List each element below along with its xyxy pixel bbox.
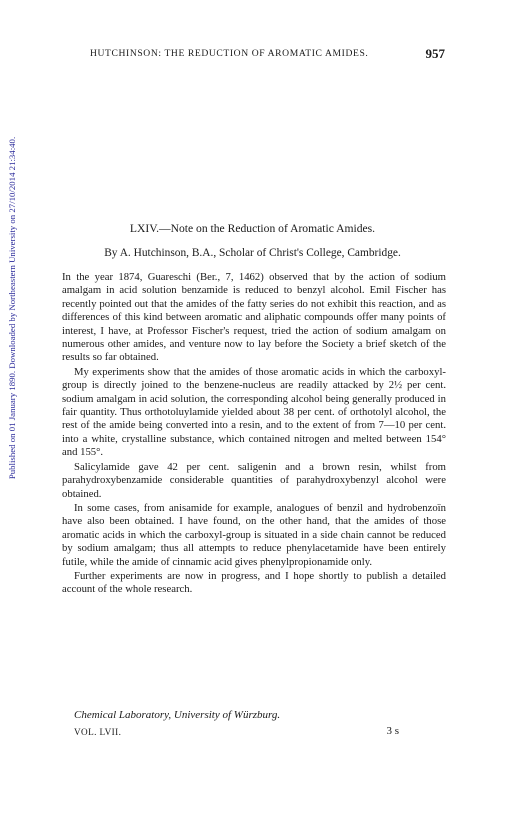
article-body — [62, 271, 446, 598]
running-head-title: HUTCHINSON: THE REDUCTION OF AROMATIC AMIDES. — [90, 48, 369, 59]
laboratory-signoff: Chemical Laboratory, University of Würzburg. — [74, 709, 281, 721]
paragraph-5: Further experiments are now in progress, and I hope shortly to publish a detailed account of the whole research. — [62, 569, 446, 596]
running-head — [90, 47, 445, 63]
download-notice — [6, 98, 18, 518]
article-byline: By A. Hutchinson, B.A., Scholar of Christ's College, Cambridge. — [104, 247, 401, 259]
paragraph-4: In some cases, from anisamide for example, analogues of benzil and hydrobenzoïn have also been obtained. I have found, on the other hand, that the amides of those aromatic acids in which the carboxyl-group is situated in a side chain cannot be reduced by sodium amalgam; thus all attempts to reduce phenylacetamide have been entirely futile, while the amide of cinnamic acid gives phenylpropionamide only. — [62, 501, 446, 568]
signature-mark: 3 s — [386, 725, 399, 737]
download-notice-text: Published on 01 January 1890. Downloaded by Northeastern University on 27/10/2014 21:34:40. — [7, 136, 17, 480]
volume-label: VOL. LVII. — [74, 727, 122, 737]
paragraph-3: Salicylamide gave 42 per cent. saligenin and a brown resin, whilst from parahydroxybenzamide considerable quantities of parahydroxybenzyl alcohol were obtained. — [62, 460, 446, 500]
article-title: LXIV.—Note on the Reduction of Aromatic Amides. — [129, 222, 376, 235]
paragraph-1: In the year 1874, Guareschi (Ber., 7, 1462) observed that by the action of sodium amalgam in acid solution benzamide is reduced to benzyl alcohol. Emil Fischer has recently pointed out that the amides of the fatty series do not exhibit this reaction, and as differences of this kind between aromatic and aliphatic compounds offer many points of interest, I have, at Professor Fischer's request, tried the action of sodium amalgam on numerous other amides, and venture now to lay before the Society a brief sketch of the results so far obtained. — [62, 271, 446, 364]
page-number: 957 — [425, 46, 445, 61]
paragraph-2: My experiments show that the amides of those aromatic acids in which the carboxyl-group is directly joined to the benzene-nucleus are readily attacked by 2½ per cent. sodium amalgam in acid solution, the corresponding alcohol being generally produced in fair quantity. Thus orthotoluylamide yielded about 38 per cent. of orthotolyl alcohol, the rest of the amide being converted into a resin, and to the extent of from 7—10 per cent. into a white, crystalline substance, which contained nitrogen and melted between 154° and 155°. — [62, 365, 446, 459]
page-footer — [74, 727, 399, 741]
